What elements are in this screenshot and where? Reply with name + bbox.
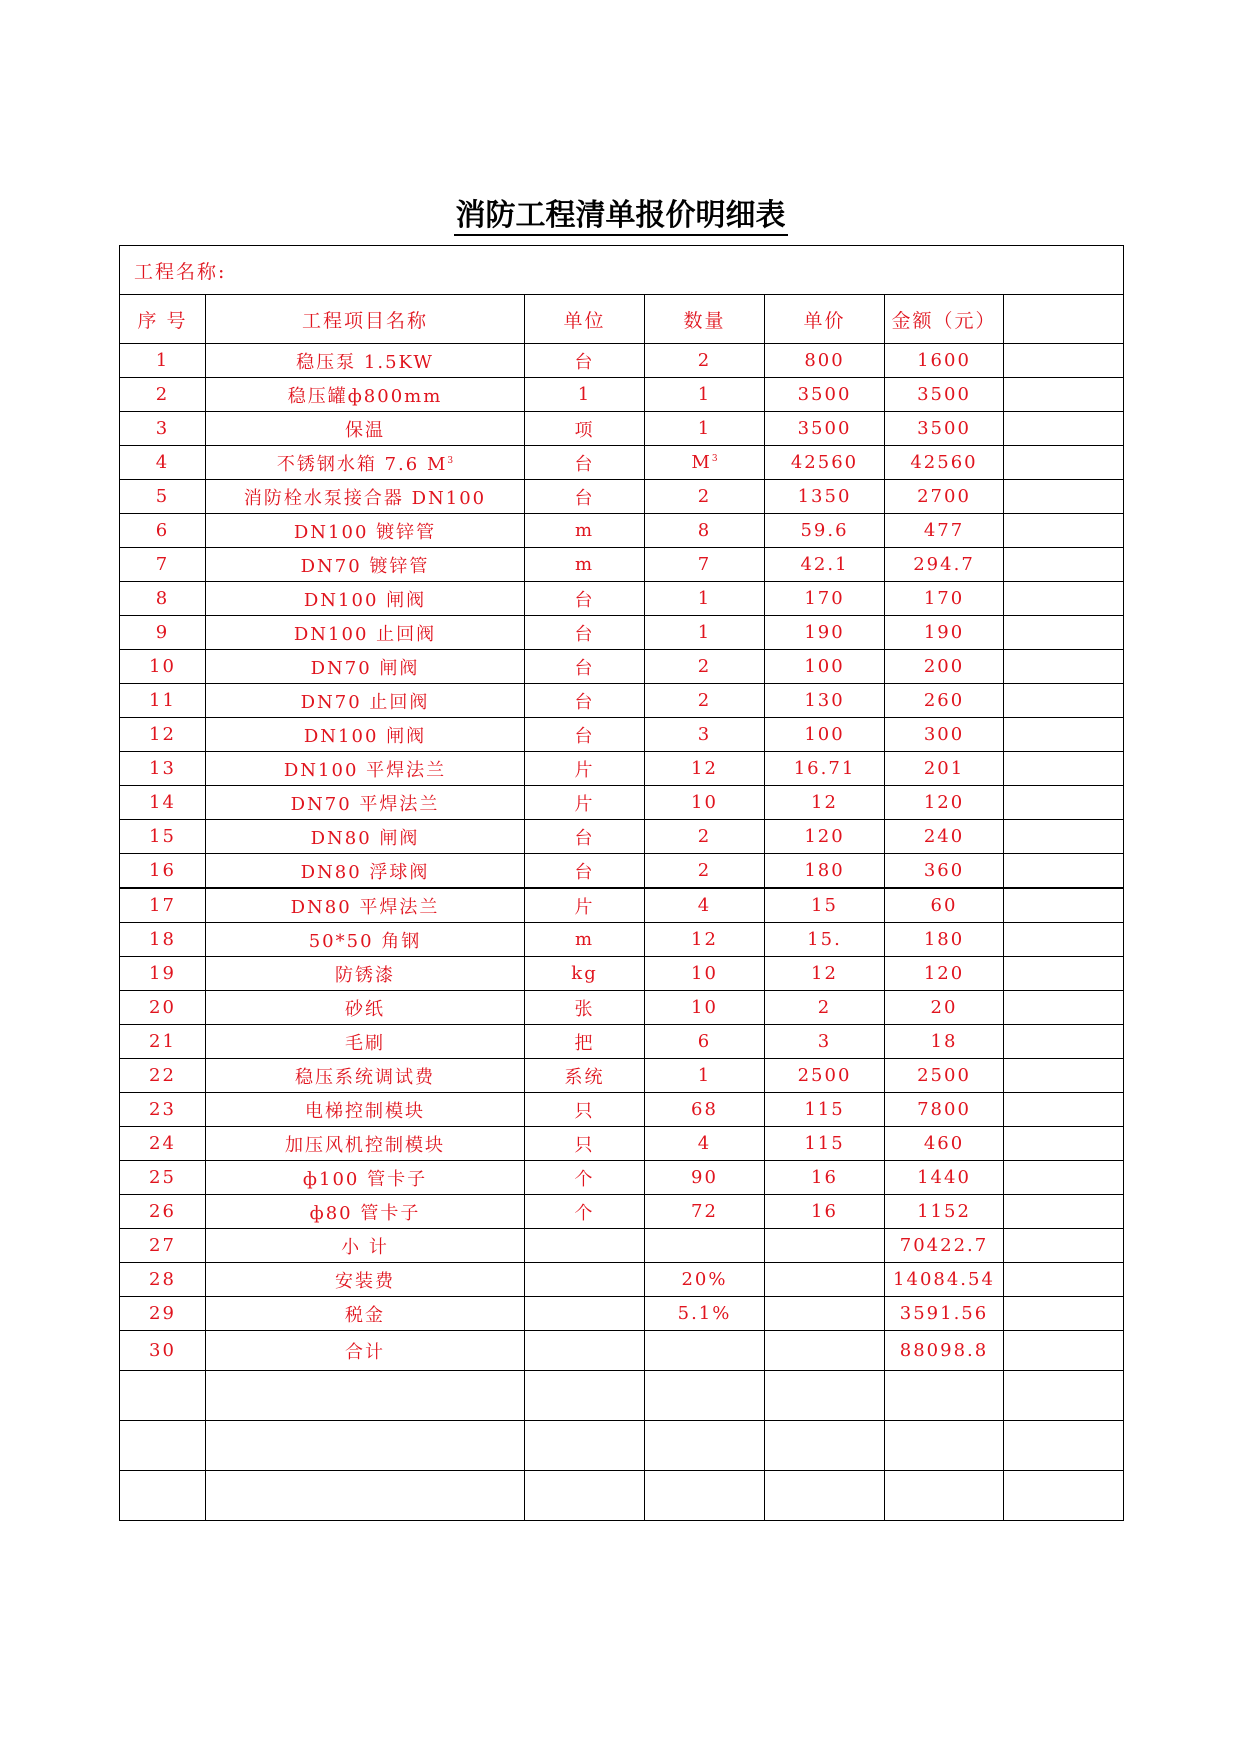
table-row — [120, 752, 1124, 786]
cell-name: DN100 闸阀 — [206, 718, 525, 752]
cell-blank — [1004, 1161, 1124, 1195]
table-row — [120, 786, 1124, 820]
cell-price: 800 — [765, 344, 885, 378]
cell-name: DN100 止回阀 — [206, 616, 525, 650]
cell-no: 9 — [120, 616, 206, 650]
table-row — [120, 378, 1124, 412]
cell-name: 50*50 角钢 — [206, 923, 525, 957]
cell-no: 20 — [120, 991, 206, 1025]
cell-name: DN80 闸阀 — [206, 820, 525, 854]
cell-blank — [1004, 1331, 1124, 1371]
cell-qty — [645, 1229, 765, 1263]
cell-name: DN70 闸阀 — [206, 650, 525, 684]
cell-name: 税金 — [206, 1297, 525, 1331]
empty-cell — [525, 1421, 645, 1471]
cell-amount: 170 — [885, 582, 1004, 616]
table-row — [120, 446, 1124, 480]
cell-blank — [1004, 991, 1124, 1025]
empty-cell — [206, 1371, 525, 1421]
table-row — [120, 514, 1124, 548]
superscript-3: 3 — [447, 455, 454, 466]
cell-amount: 190 — [885, 616, 1004, 650]
project-name-label: 工程名称: — [120, 246, 1124, 295]
table-row — [120, 684, 1124, 718]
cell-name: 小 计 — [206, 1229, 525, 1263]
header-amount: 金额（元） — [885, 295, 1004, 344]
cell-price: 42.1 — [765, 548, 885, 582]
cell-price: 1350 — [765, 480, 885, 514]
table-row — [120, 991, 1124, 1025]
cell-unit: 台 — [525, 344, 645, 378]
cell-unit: 把 — [525, 1025, 645, 1059]
cell-no: 28 — [120, 1263, 206, 1297]
cell-qty: 2 — [645, 820, 765, 854]
cell-name: DN80 浮球阀 — [206, 854, 525, 889]
empty-row — [120, 1371, 1124, 1421]
cell-price: 3500 — [765, 412, 885, 446]
cell-unit: 只 — [525, 1093, 645, 1127]
cell-unit: 系统 — [525, 1059, 645, 1093]
table-row — [120, 854, 1124, 889]
table-row — [120, 1161, 1124, 1195]
header-unit: 单位 — [525, 295, 645, 344]
cell-price: 12 — [765, 786, 885, 820]
cell-no: 6 — [120, 514, 206, 548]
cell-qty: 4 — [645, 888, 765, 923]
cell-no: 7 — [120, 548, 206, 582]
empty-cell — [885, 1471, 1004, 1521]
cell-price — [765, 1297, 885, 1331]
table-row — [120, 1025, 1124, 1059]
cell-no: 11 — [120, 684, 206, 718]
cell-unit: 项 — [525, 412, 645, 446]
cell-name: 不锈钢水箱 7.6 $M^3$ — [206, 446, 525, 480]
cell-qty: 72 — [645, 1195, 765, 1229]
document-title-text: 消防工程清单报价明细表 — [454, 198, 788, 236]
cell-unit: 台 — [525, 582, 645, 616]
cell-blank — [1004, 1297, 1124, 1331]
cell-unit — [525, 1229, 645, 1263]
cell-no: 25 — [120, 1161, 206, 1195]
cell-no: 15 — [120, 820, 206, 854]
cell-unit: m — [525, 923, 645, 957]
table-row — [120, 1229, 1124, 1263]
cell-no: 5 — [120, 480, 206, 514]
cell-blank — [1004, 718, 1124, 752]
empty-cell — [120, 1421, 206, 1471]
cell-amount: 294.7 — [885, 548, 1004, 582]
cell-qty: 12 — [645, 752, 765, 786]
cell-qty: 2 — [645, 650, 765, 684]
cell-unit: 台 — [525, 854, 645, 889]
cell-unit: 片 — [525, 888, 645, 923]
cell-name: DN70 止回阀 — [206, 684, 525, 718]
cell-no: 2 — [120, 378, 206, 412]
cell-blank — [1004, 1195, 1124, 1229]
header-row — [120, 295, 1124, 344]
cell-name: 稳压罐ф800mm — [206, 378, 525, 412]
empty-cell — [120, 1471, 206, 1521]
cell-qty: 1 — [645, 1059, 765, 1093]
cell-qty: 90 — [645, 1161, 765, 1195]
empty-cell — [1004, 1371, 1124, 1421]
table-row — [120, 718, 1124, 752]
empty-cell — [765, 1421, 885, 1471]
cell-price: 16 — [765, 1161, 885, 1195]
cell-name: DN100 镀锌管 — [206, 514, 525, 548]
cell-amount: 2700 — [885, 480, 1004, 514]
cell-name: 稳压系统调试费 — [206, 1059, 525, 1093]
cell-name: 砂纸 — [206, 991, 525, 1025]
cell-unit: 片 — [525, 752, 645, 786]
cell-name: 电梯控制模块 — [206, 1093, 525, 1127]
cell-unit: 台 — [525, 718, 645, 752]
cell-name: 加压风机控制模块 — [206, 1127, 525, 1161]
cell-qty: 6 — [645, 1025, 765, 1059]
table-row — [120, 480, 1124, 514]
cell-qty: 2 — [645, 854, 765, 889]
cell-unit: 个 — [525, 1161, 645, 1195]
cell-qty: 12 — [645, 923, 765, 957]
cell-qty: 2 — [645, 480, 765, 514]
cell-blank — [1004, 854, 1124, 889]
cell-blank — [1004, 548, 1124, 582]
cell-no: 18 — [120, 923, 206, 957]
cell-amount: 260 — [885, 684, 1004, 718]
header-quantity: 数量 — [645, 295, 765, 344]
cell-qty: 8 — [645, 514, 765, 548]
cell-price: 2 — [765, 991, 885, 1025]
cell-unit: kg — [525, 957, 645, 991]
cell-amount: 42560 — [885, 446, 1004, 480]
cell-qty: 20% — [645, 1263, 765, 1297]
cell-price: 16.71 — [765, 752, 885, 786]
cell-name: 毛刷 — [206, 1025, 525, 1059]
cell-name: DN70 平焊法兰 — [206, 786, 525, 820]
cell-qty — [645, 1331, 765, 1371]
cell-amount: 300 — [885, 718, 1004, 752]
superscript-3: 3 — [711, 454, 718, 464]
cell-unit — [525, 1263, 645, 1297]
cell-name: 保温 — [206, 412, 525, 446]
cell-no: 1 — [120, 344, 206, 378]
cell-unit — [525, 1331, 645, 1371]
cell-blank — [1004, 650, 1124, 684]
empty-cell — [1004, 1471, 1124, 1521]
cell-no: 30 — [120, 1331, 206, 1371]
cell-no: 8 — [120, 582, 206, 616]
cell-price — [765, 1263, 885, 1297]
cell-unit: m — [525, 548, 645, 582]
cell-price: 3500 — [765, 378, 885, 412]
cell-name: DN100 闸阀 — [206, 582, 525, 616]
cell-no: 19 — [120, 957, 206, 991]
table-row — [120, 820, 1124, 854]
cell-no: 21 — [120, 1025, 206, 1059]
cell-qty: 1 — [645, 582, 765, 616]
cell-unit: 台 — [525, 616, 645, 650]
cell-blank — [1004, 888, 1124, 923]
cell-no: 10 — [120, 650, 206, 684]
cell-unit: 台 — [525, 446, 645, 480]
cell-blank — [1004, 1229, 1124, 1263]
cell-unit — [525, 1297, 645, 1331]
cell-blank — [1004, 582, 1124, 616]
empty-cell — [206, 1471, 525, 1521]
table-row — [120, 1195, 1124, 1229]
document-title — [0, 196, 1241, 236]
table-row — [120, 1331, 1124, 1371]
cell-price — [765, 1229, 885, 1263]
table-row — [120, 1127, 1124, 1161]
cell-price: 59.6 — [765, 514, 885, 548]
cell-no: 24 — [120, 1127, 206, 1161]
project-name-row — [120, 246, 1124, 295]
cell-price: 100 — [765, 650, 885, 684]
cell-blank — [1004, 923, 1124, 957]
cell-blank — [1004, 616, 1124, 650]
table-row — [120, 650, 1124, 684]
empty-cell — [525, 1471, 645, 1521]
cell-price: 180 — [765, 854, 885, 889]
table-row — [120, 1093, 1124, 1127]
cell-blank — [1004, 514, 1124, 548]
cell-amount: 460 — [885, 1127, 1004, 1161]
cell-unit: 台 — [525, 650, 645, 684]
empty-cell — [885, 1421, 1004, 1471]
cell-qty: 7 — [645, 548, 765, 582]
cell-amount: 200 — [885, 650, 1004, 684]
cell-amount: 88098.8 — [885, 1331, 1004, 1371]
cell-no: 13 — [120, 752, 206, 786]
table-row — [120, 344, 1124, 378]
cell-amount: 2500 — [885, 1059, 1004, 1093]
cell-no: 3 — [120, 412, 206, 446]
cell-qty: $M^3$ — [645, 446, 765, 480]
cell-blank — [1004, 480, 1124, 514]
cell-name: 消防栓水泵接合器 DN100 — [206, 480, 525, 514]
cell-name: ф80 管卡子 — [206, 1195, 525, 1229]
cell-blank — [1004, 820, 1124, 854]
empty-cell — [1004, 1421, 1124, 1471]
table-row — [120, 923, 1124, 957]
cell-blank — [1004, 1263, 1124, 1297]
table-row — [120, 888, 1124, 923]
cell-no: 29 — [120, 1297, 206, 1331]
cell-unit: 台 — [525, 684, 645, 718]
cell-blank — [1004, 412, 1124, 446]
cell-unit: 台 — [525, 820, 645, 854]
cell-qty: 5.1% — [645, 1297, 765, 1331]
cell-amount: 70422.7 — [885, 1229, 1004, 1263]
cell-price — [765, 1331, 885, 1371]
cell-price: 42560 — [765, 446, 885, 480]
empty-cell — [765, 1371, 885, 1421]
cell-name: DN70 镀锌管 — [206, 548, 525, 582]
table-row — [120, 957, 1124, 991]
cell-amount: 3591.56 — [885, 1297, 1004, 1331]
cell-amount: 3500 — [885, 412, 1004, 446]
table-row — [120, 582, 1124, 616]
cell-name: 防锈漆 — [206, 957, 525, 991]
table-row — [120, 1297, 1124, 1331]
header-no: 序 号 — [120, 295, 206, 344]
table-row — [120, 616, 1124, 650]
cell-name: DN100 平焊法兰 — [206, 752, 525, 786]
table-row — [120, 548, 1124, 582]
cell-qty: 2 — [645, 344, 765, 378]
cell-price: 130 — [765, 684, 885, 718]
cell-amount: 1600 — [885, 344, 1004, 378]
cell-blank — [1004, 1127, 1124, 1161]
cell-unit: 只 — [525, 1127, 645, 1161]
empty-row — [120, 1421, 1124, 1471]
empty-cell — [645, 1371, 765, 1421]
cell-amount: 120 — [885, 786, 1004, 820]
cell-name: DN80 平焊法兰 — [206, 888, 525, 923]
table-row — [120, 412, 1124, 446]
cell-amount: 18 — [885, 1025, 1004, 1059]
header-item-name: 工程项目名称 — [206, 295, 525, 344]
cell-amount: 360 — [885, 854, 1004, 889]
cell-qty: 10 — [645, 991, 765, 1025]
cell-unit: m — [525, 514, 645, 548]
empty-cell — [885, 1371, 1004, 1421]
cell-qty: 1 — [645, 378, 765, 412]
empty-cell — [525, 1371, 645, 1421]
cell-amount: 1152 — [885, 1195, 1004, 1229]
cell-price: 170 — [765, 582, 885, 616]
cell-amount: 3500 — [885, 378, 1004, 412]
cell-blank — [1004, 446, 1124, 480]
cell-name: ф100 管卡子 — [206, 1161, 525, 1195]
cell-amount: 201 — [885, 752, 1004, 786]
cell-blank — [1004, 957, 1124, 991]
cell-amount: 240 — [885, 820, 1004, 854]
cell-price: 115 — [765, 1127, 885, 1161]
cell-qty: 10 — [645, 786, 765, 820]
cell-no: 12 — [120, 718, 206, 752]
cell-amount: 1440 — [885, 1161, 1004, 1195]
cell-price: 12 — [765, 957, 885, 991]
cell-no: 23 — [120, 1093, 206, 1127]
empty-cell — [120, 1371, 206, 1421]
header-unit-price: 单价 — [765, 295, 885, 344]
cell-no: 26 — [120, 1195, 206, 1229]
cell-no: 4 — [120, 446, 206, 480]
cell-unit: 片 — [525, 786, 645, 820]
cell-amount: 120 — [885, 957, 1004, 991]
header-blank — [1004, 295, 1124, 344]
cell-no: 16 — [120, 854, 206, 889]
cell-amount: 14084.54 — [885, 1263, 1004, 1297]
cell-blank — [1004, 684, 1124, 718]
cell-qty: 4 — [645, 1127, 765, 1161]
cell-name: 稳压泵 1.5KW — [206, 344, 525, 378]
empty-cell — [645, 1421, 765, 1471]
cell-amount: 7800 — [885, 1093, 1004, 1127]
cell-unit: 1 — [525, 378, 645, 412]
cell-no: 14 — [120, 786, 206, 820]
cell-name: 合计 — [206, 1331, 525, 1371]
cell-price: 190 — [765, 616, 885, 650]
cell-amount: 477 — [885, 514, 1004, 548]
cell-unit: 张 — [525, 991, 645, 1025]
cell-blank — [1004, 1025, 1124, 1059]
cell-blank — [1004, 752, 1124, 786]
cell-no: 17 — [120, 888, 206, 923]
cell-unit: 个 — [525, 1195, 645, 1229]
cell-price: 15. — [765, 923, 885, 957]
cell-amount: 60 — [885, 888, 1004, 923]
cell-price: 15 — [765, 888, 885, 923]
quotation-table — [119, 245, 1124, 1521]
cell-blank — [1004, 1059, 1124, 1093]
cell-qty: 1 — [645, 412, 765, 446]
cell-blank — [1004, 344, 1124, 378]
cell-qty: 1 — [645, 616, 765, 650]
cell-price: 100 — [765, 718, 885, 752]
table-row — [120, 1059, 1124, 1093]
cell-name: 安装费 — [206, 1263, 525, 1297]
cell-unit: 台 — [525, 480, 645, 514]
cell-qty: 2 — [645, 684, 765, 718]
cell-price: 120 — [765, 820, 885, 854]
cell-blank — [1004, 786, 1124, 820]
empty-cell — [206, 1421, 525, 1471]
empty-cell — [645, 1471, 765, 1521]
empty-row — [120, 1471, 1124, 1521]
cell-price: 115 — [765, 1093, 885, 1127]
cell-no: 22 — [120, 1059, 206, 1093]
cell-amount: 180 — [885, 923, 1004, 957]
cell-qty: 68 — [645, 1093, 765, 1127]
cell-price: 3 — [765, 1025, 885, 1059]
cell-qty: 10 — [645, 957, 765, 991]
cell-price: 2500 — [765, 1059, 885, 1093]
empty-cell — [765, 1471, 885, 1521]
cell-price: 16 — [765, 1195, 885, 1229]
table-row — [120, 1263, 1124, 1297]
cell-amount: 20 — [885, 991, 1004, 1025]
cell-no: 27 — [120, 1229, 206, 1263]
cell-qty: 3 — [645, 718, 765, 752]
cell-blank — [1004, 378, 1124, 412]
cell-blank — [1004, 1093, 1124, 1127]
